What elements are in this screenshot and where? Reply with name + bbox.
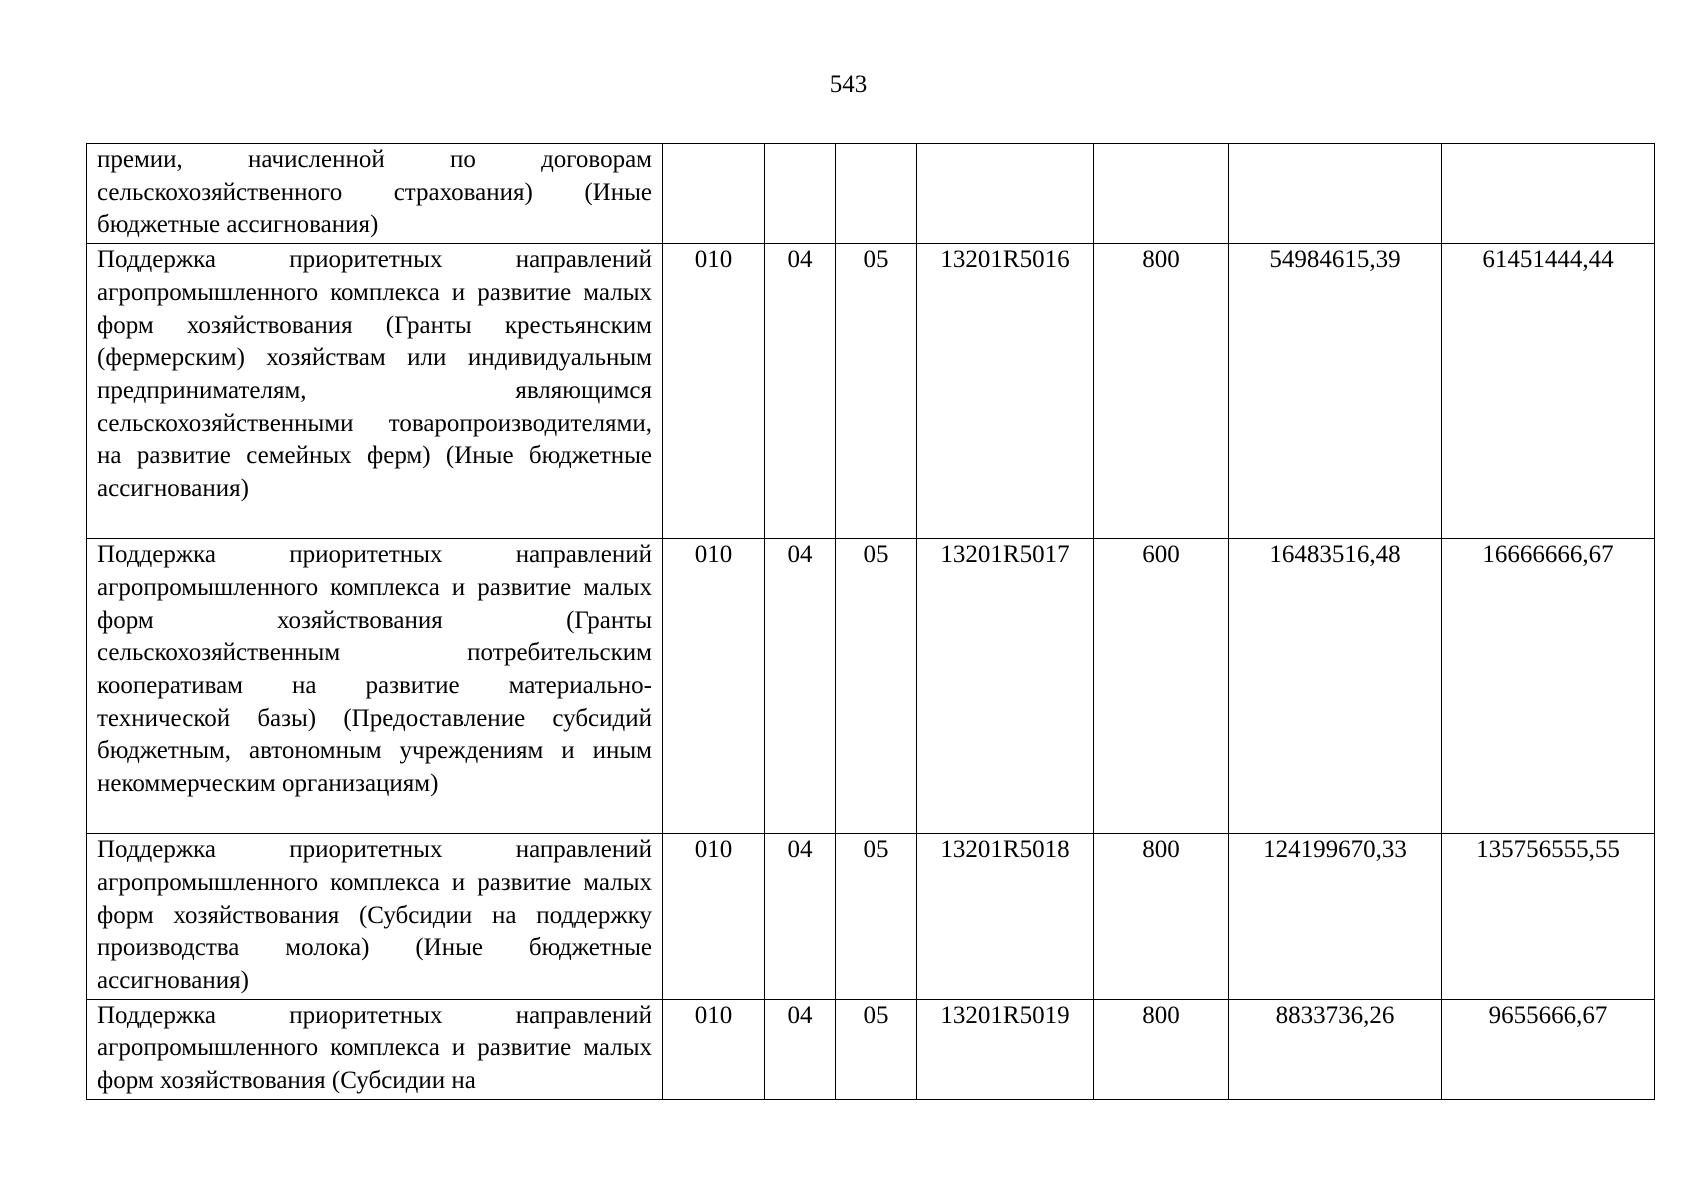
expense-type-code: 800: [1094, 999, 1229, 1099]
expense-type-code: 600: [1094, 539, 1229, 834]
table-row: [87, 244, 1655, 539]
ministry-code: 010: [663, 244, 765, 539]
section-code: 04: [765, 244, 836, 539]
ministry-code: [663, 144, 765, 244]
target-article-code: 13201R5019: [917, 999, 1094, 1099]
target-article-code: 13201R5017: [917, 539, 1094, 834]
amount-year-2: 135756555,55: [1442, 834, 1655, 1000]
ministry-code: 010: [663, 539, 765, 834]
row-description: премии, начисленной по договорам сельскохозяйственного страхования) (Иные бюджетные ассигнования): [87, 144, 663, 244]
target-article-code: 13201R5018: [917, 834, 1094, 1000]
row-description: Поддержка приоритетных направлений агропромышленного комплекса и развитие малых форм хозяйствования (Субсидии на поддержку производства молока) (Иные бюджетные ассигнования): [87, 834, 663, 1000]
target-article-code: [917, 144, 1094, 244]
amount-year-1: 124199670,33: [1229, 834, 1442, 1000]
amount-year-1: 16483516,48: [1229, 539, 1442, 834]
table-row: [87, 834, 1655, 1000]
subsection-code: 05: [836, 539, 917, 834]
amount-year-2: [1442, 144, 1655, 244]
expense-type-code: 800: [1094, 244, 1229, 539]
amount-year-2: 16666666,67: [1442, 539, 1655, 834]
amount-year-1: 8833736,26: [1229, 999, 1442, 1099]
expense-type-code: 800: [1094, 834, 1229, 1000]
section-code: 04: [765, 834, 836, 1000]
amount-year-2: 9655666,67: [1442, 999, 1655, 1099]
ministry-code: 010: [663, 834, 765, 1000]
section-code: 04: [765, 539, 836, 834]
amount-year-1: [1229, 144, 1442, 244]
budget-table: [86, 143, 1655, 1100]
subsection-code: 05: [836, 834, 917, 1000]
section-code: 04: [765, 999, 836, 1099]
subsection-code: 05: [836, 999, 917, 1099]
row-description: Поддержка приоритетных направлений агропромышленного комплекса и развитие малых форм хозяйствования (Субсидии на: [87, 999, 663, 1099]
row-description: Поддержка приоритетных направлений агропромышленного комплекса и развитие малых форм хозяйствования (Гранты сельскохозяйственным потребительским кооперативам на развитие материально-технической базы) (Предоставление субсидий бюджетным, автономным учреждениям и иным некоммерческим организациям): [87, 539, 663, 834]
table-row: [87, 999, 1655, 1099]
amount-year-1: 54984615,39: [1229, 244, 1442, 539]
subsection-code: [836, 144, 917, 244]
target-article-code: 13201R5016: [917, 244, 1094, 539]
page-number: 543: [829, 71, 868, 98]
section-code: [765, 144, 836, 244]
expense-type-code: [1094, 144, 1229, 244]
table-row: [87, 539, 1655, 834]
ministry-code: 010: [663, 999, 765, 1099]
amount-year-2: 61451444,44: [1442, 244, 1655, 539]
row-description: Поддержка приоритетных направлений агропромышленного комплекса и развитие малых форм хозяйствования (Гранты крестьянским (фермерским) хозяйствам или индивидуальным предпринимателям, являющимся сельскохозяйственными товаропроизводителями, на развитие семейных ферм) (Иные бюджетные ассигнования): [87, 244, 663, 539]
table-row: [87, 144, 1655, 244]
subsection-code: 05: [836, 244, 917, 539]
